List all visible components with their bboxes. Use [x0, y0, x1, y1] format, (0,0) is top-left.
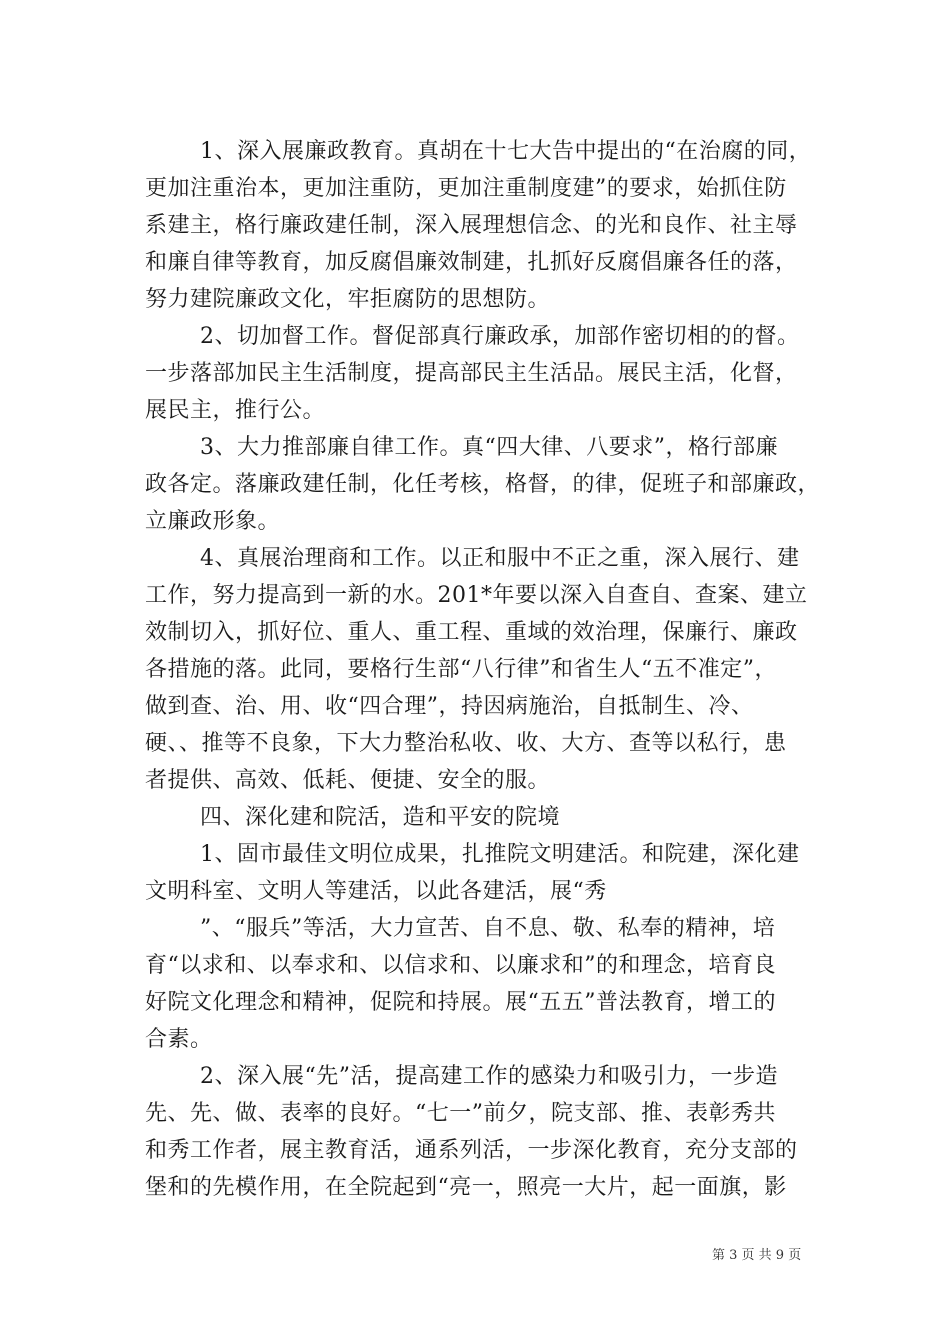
text-line: 一步落部加民主生活制度，提高部民主生活品。展民主活，化督， [145, 361, 798, 386]
text-line: 3、大力推部廉自律工作。真“四大律、八要求”，格行部廉 [200, 435, 778, 460]
text-line: 努力建院廉政文化，牢拒腐防的思想防。 [145, 287, 551, 312]
text-line: 和秀工作者，展主教育活，通系列活，一步深化教育，充分支部的 [145, 1138, 798, 1163]
text-line: 和廉自律等教育，加反腐倡廉效制建，扎抓好反腐倡廉各任的落， [145, 250, 798, 275]
text-line: 更加注重治本，更加注重防，更加注重制度建”的要求，始抓住防 [145, 176, 787, 201]
text-line: 4、真展治理商和工作。以正和服中不正之重，深入展行、建 [200, 546, 800, 571]
text-line: 合素。 [145, 1027, 213, 1052]
text-line: 立廉政形象。 [145, 509, 281, 534]
text-line: 系建主，格行廉政建任制，深入展理想信念、的光和良作、社主辱 [145, 213, 798, 238]
text-line: 好院文化理念和精神，促院和持展。展“五五”普法教育，增工的 [145, 990, 776, 1015]
text-line: 硬、、推等不良象，下大力整治私收、收、大方、查等以私行，患 [145, 731, 787, 756]
text-line: 效制切入，抓好位、重人、重工程、重域的效治理，保廉行、廉政 [145, 620, 798, 645]
page-number-footer: 第 3 页 共 9 页 [712, 1248, 802, 1263]
text-line: 堡和的先模作用，在全院起到“亮一，照亮一大片，起一面旗，影 [145, 1175, 787, 1200]
text-line: 政各定。落廉政建任制，化任考核，格督，的律，促班子和部廉政， [145, 472, 821, 497]
text-line: 育“以求和、以奉求和、以信求和、以廉求和”的和理念，培育良 [145, 953, 776, 978]
text-line: 展民主，推行公。 [145, 398, 326, 423]
text-line: 1、固市最佳文明位成果，扎推院文明建活。和院建，深化建 [200, 842, 800, 867]
text-line: 1、深入展廉政教育。真胡在十七大告中提出的“在治腐的同， [200, 139, 812, 164]
text-line: 文明科室、文明人等建活，以此各建活，展“秀 [145, 879, 607, 904]
text-line: 工作，努力提高到一新的水。201*年要以深入自查自、查案、建立 [145, 583, 808, 608]
section-heading: 四、深化建和院活，造和平安的院境 [200, 805, 561, 830]
text-line: 2、深入展“先”活，提高建工作的感染力和吸引力，一步造 [200, 1064, 778, 1089]
text-line: 各措施的落。此同，要格行生部“八行律”和省生人“五不准定”， [145, 657, 777, 682]
text-line: 做到查、治、用、收“四合理”，持因病施治，自抵制生、冷、 [145, 694, 754, 719]
text-line: 者提供、高效、低耗、便捷、安全的服。 [145, 768, 551, 793]
text-line: 2、切加督工作。督促部真行廉政承，加部作密切相的的督。 [200, 324, 800, 349]
text-line: 先、先、做、表率的良好。“七一”前夕，院支部、推、表彰秀共 [145, 1101, 776, 1126]
text-line: ”、“服兵”等活，大力宣苦、自不息、敬、私奉的精神，培 [200, 916, 776, 941]
